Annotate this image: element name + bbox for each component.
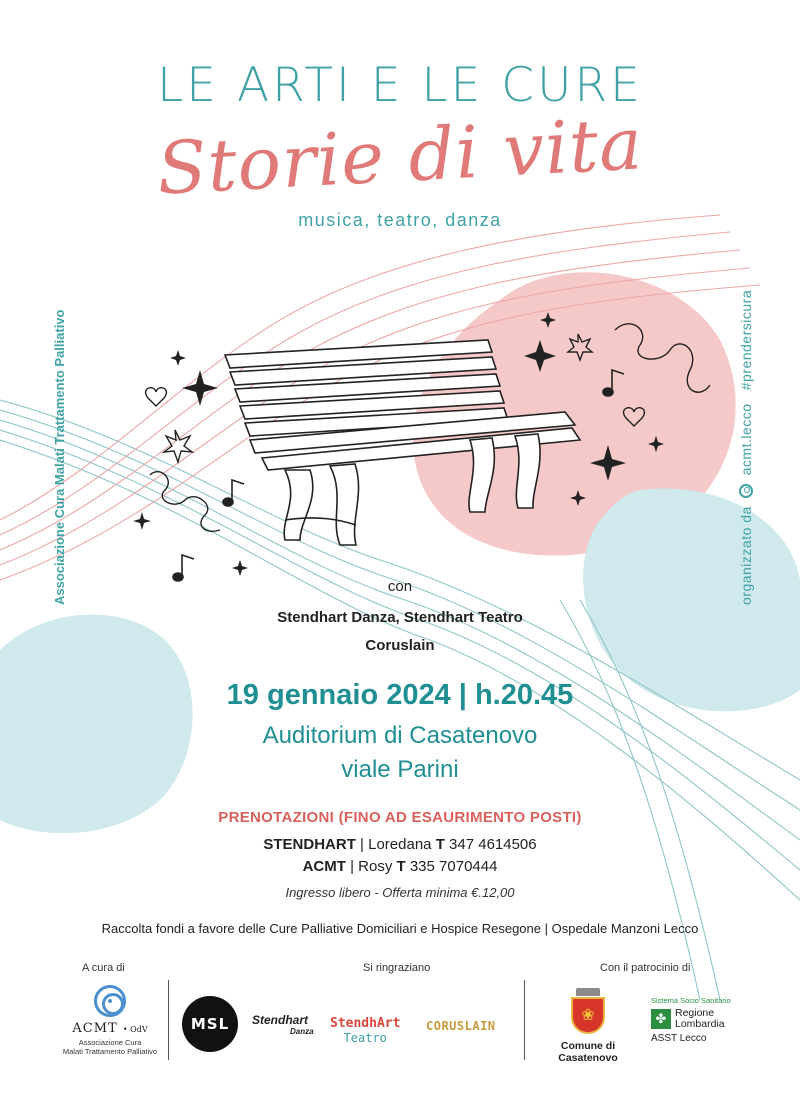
side-text-right — [738, 255, 754, 605]
script-title: Storie di vita — [155, 101, 645, 211]
booking-title: PRENOTAZIONI (FINO AD ESAURIMENTO POSTI) — [218, 809, 582, 826]
stendhart-teatro-sub: Teatro — [343, 1031, 387, 1045]
performers-line-1: Stendhart Danza, Stendhart Teatro — [277, 609, 523, 626]
acmt-suffix: • OdV — [122, 1025, 148, 1034]
coruslain-logo: CORUSLAIN — [426, 1019, 496, 1033]
spiral-icon — [94, 985, 126, 1017]
acmt-name — [60, 1021, 160, 1036]
patronage-label: Con il patrocinio di — [600, 962, 691, 974]
fundraising-text: Raccolta fondi a favore delle Cure Palliative Domiciliari e Hospice Resegone | Ospedale Manzoni Lecco — [101, 921, 699, 936]
regione-row — [651, 1008, 771, 1030]
regione-name-line-1: Regione — [675, 1007, 715, 1019]
stendhart-teatro-name: StendhArt — [330, 1016, 401, 1031]
social-handle[interactable]: acmt.lecco — [738, 403, 754, 476]
contact-name: Loredana — [368, 836, 432, 853]
comune-name: Comune di Casatenovo — [558, 1040, 618, 1064]
hashtag[interactable]: #prendersicura — [738, 289, 754, 391]
msl-logo — [182, 996, 238, 1052]
side-text-left: Associazione Cura Malati Trattamento Palliativo — [52, 309, 67, 605]
venue-address: viale Parini — [341, 756, 459, 783]
thanks-label: Si ringraziano — [363, 962, 431, 974]
phone-label: T — [435, 836, 445, 853]
stendhart-teatro-logo — [330, 1016, 400, 1046]
entry-note: Ingresso libero - Offerta minima €.12,00 — [285, 885, 515, 900]
instagram-icon — [739, 484, 753, 498]
acmt-name-text: ACMT — [72, 1021, 118, 1036]
stendhart-danza-logo — [252, 1013, 314, 1036]
curated-by-label: A cura di — [82, 962, 125, 974]
acmt-logo — [60, 985, 160, 1056]
contact-phone[interactable]: 347 4614506 — [449, 836, 537, 853]
contact-separator: | — [350, 858, 354, 875]
asst-label: ASST Lecco — [651, 1033, 707, 1044]
contact-org: STENDHART — [263, 836, 356, 853]
contact-separator: | — [360, 836, 364, 853]
acmt-sub-line-2: Malati Trattamento Palliativo — [62, 1047, 158, 1056]
regione-name — [675, 1008, 725, 1030]
regione-system-label: Sistema Socio Sanitario — [651, 996, 731, 1005]
stendhart-danza-sub: Danza — [290, 1027, 314, 1036]
organized-by-label: organizzato da — [738, 506, 754, 605]
poster-subtitle: musica, teatro, danza — [298, 210, 502, 230]
poster-title: LE ARTI E LE CURE — [157, 58, 643, 113]
contact-line — [0, 858, 800, 875]
contact-org: ACMT — [302, 858, 346, 875]
footer-divider — [168, 980, 169, 1060]
footer-divider — [524, 980, 525, 1060]
event-date: 19 gennaio 2024 | h.20.45 — [226, 679, 574, 711]
rose-camuna-icon: ✤ — [651, 1009, 671, 1029]
acmt-subtitle — [60, 1038, 160, 1056]
comune-logo — [532, 988, 644, 1064]
with-label: con — [387, 578, 413, 595]
acmt-sub-line-1: Associazione Cura — [78, 1038, 142, 1047]
venue-name: Auditorium di Casatenovo — [262, 722, 538, 749]
contact-line — [0, 836, 800, 853]
crest-icon — [568, 988, 608, 1036]
contact-phone[interactable]: 335 7070444 — [409, 858, 498, 875]
performers-line-2: Coruslain — [365, 637, 435, 654]
regione-name-line-2: Lombardia — [675, 1018, 725, 1030]
regione-logo — [651, 996, 771, 1044]
blue-blob-right — [583, 488, 800, 711]
phone-label: T — [396, 858, 406, 875]
msl-logo-text: MSL — [190, 1015, 230, 1033]
shield-icon — [571, 997, 605, 1034]
stendhart-danza-text: Stendhart — [252, 1013, 309, 1027]
contact-name: Rosy — [358, 858, 393, 875]
crown-icon — [576, 988, 600, 996]
